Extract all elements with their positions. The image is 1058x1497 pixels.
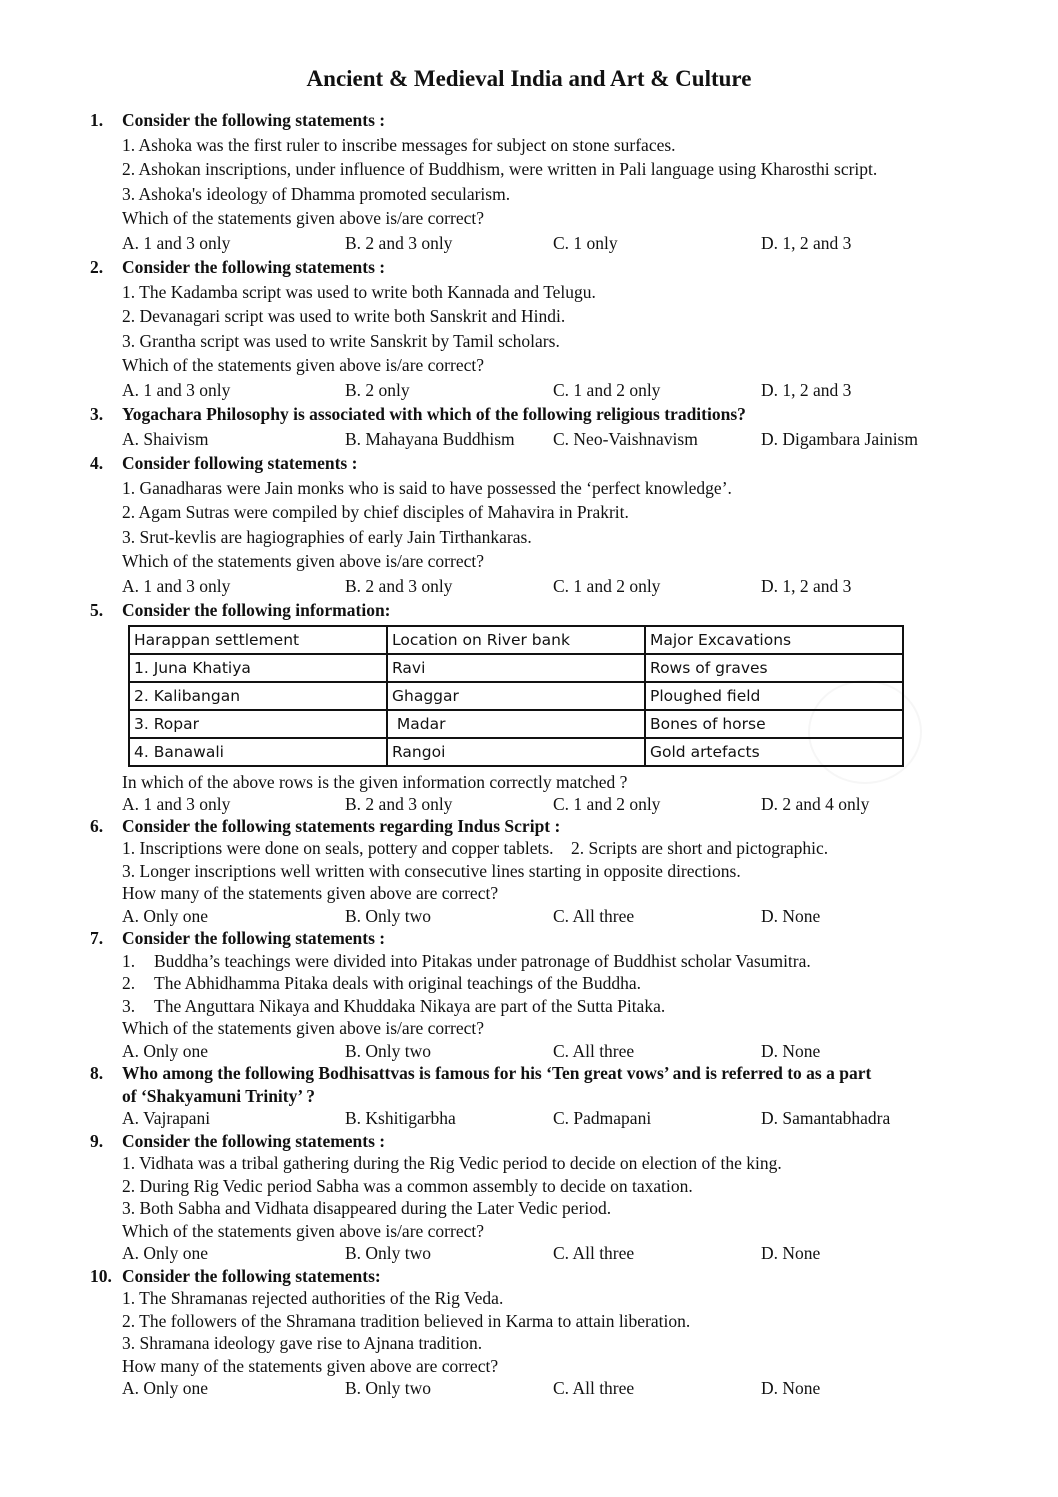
- table-header-row: [129, 626, 903, 654]
- option-a: A. Only one: [122, 1040, 209, 1061]
- question-5: [0, 598, 982, 815]
- table-header-cell: Major Excavations: [645, 626, 903, 654]
- option-c: C. 1 and 2 only: [553, 379, 661, 400]
- options-row: [122, 427, 982, 452]
- table-header-cell: Harappan settlement: [129, 626, 387, 654]
- statement: 1. Vidhata was a tribal gathering during the Rig Vedic period to decide on election of the king.: [122, 1153, 782, 1173]
- question-10: [0, 1265, 982, 1400]
- question-number: 1.: [90, 110, 104, 130]
- statement: 1. Ganadharas were Jain monks who is said to have possessed the ‘perfect knowledge’.: [122, 477, 732, 498]
- table-row: [129, 738, 903, 766]
- option-b: B. 2 only: [345, 379, 410, 400]
- statement: 3. Grantha script was used to write Sanskrit by Tamil scholars.: [122, 330, 560, 351]
- question-2: [0, 255, 982, 402]
- statement: 3. Shramana ideology gave rise to Ajnana tradition.: [122, 1333, 483, 1353]
- question-number: 8.: [90, 1063, 104, 1083]
- question-prompt: Which of the statements given above is/are correct?: [122, 1018, 484, 1038]
- option-c: C. All three: [553, 905, 635, 926]
- question-1: [0, 108, 982, 255]
- question-number: 7.: [90, 928, 104, 948]
- statement: 3. Longer inscriptions well written with consecutive lines starting in opposite directions.: [122, 860, 741, 881]
- option-d: D. 1, 2 and 3: [761, 575, 852, 596]
- option-a: A. 1 and 3 only: [122, 379, 231, 400]
- option-d: D. 1, 2 and 3: [761, 232, 852, 253]
- table-cell: Bones of horse: [645, 710, 903, 738]
- option-d: D. 2 and 4 only: [761, 793, 870, 814]
- option-b: B. Kshitigarbha: [345, 1108, 456, 1128]
- statement: 3. Both Sabha and Vidhata disappeared during the Later Vedic period.: [122, 1198, 612, 1218]
- options-row: [122, 1377, 982, 1400]
- statement: 2. Agam Sutras were compiled by chief disciples of Mahavira in Prakrit.: [122, 502, 629, 522]
- table-cell: Gold artefacts: [645, 738, 903, 766]
- option-a: A. Vajrapani: [122, 1108, 211, 1128]
- question-number: 3.: [90, 404, 104, 424]
- question-6: [0, 815, 982, 928]
- option-a: A. Only one: [122, 1243, 209, 1263]
- option-d: D. None: [761, 1040, 821, 1061]
- option-d: D. None: [761, 905, 821, 926]
- option-b: B. 2 and 3 only: [345, 793, 453, 814]
- statement: 3. Ashoka's ideology of Dhamma promoted secularism.: [122, 183, 511, 204]
- options-row: [122, 574, 982, 599]
- question-number: 6.: [90, 815, 104, 836]
- statement: 1. Ashoka was the first ruler to inscribe messages for subject on stone surfaces.: [122, 134, 676, 155]
- question-stem-continued: of ‘Shakyamuni Trinity’ ?: [122, 1085, 316, 1106]
- question-prompt: Which of the statements given above is/are correct?: [122, 355, 484, 375]
- question-number: 9.: [90, 1130, 104, 1151]
- option-c: C. 1 only: [553, 232, 618, 253]
- option-c: C. Padmapani: [553, 1108, 652, 1128]
- table-cell: Ghaggar: [387, 682, 645, 710]
- statement: 1. Inscriptions were done on seals, pottery and copper tablets. 2. Scripts are short and pictographic.: [122, 838, 829, 858]
- table-cell: Rows of graves: [645, 654, 903, 682]
- question-list: [0, 108, 1058, 1400]
- table-cell: 1. Juna Khatiya: [129, 654, 387, 682]
- statement: [122, 995, 982, 1018]
- statement-text: The Abhidhamma Pitaka deals with original teachings of the Buddha.: [154, 973, 641, 993]
- statement: [122, 950, 982, 973]
- table-row: [129, 710, 903, 738]
- question-3: [0, 402, 982, 451]
- option-b: B. Only two: [345, 905, 432, 926]
- table-cell: 3. Ropar: [129, 710, 387, 738]
- option-c: C. All three: [553, 1378, 635, 1398]
- statement-number: 3.: [122, 995, 136, 1016]
- question-prompt: Which of the statements given above is/are correct?: [122, 1220, 484, 1241]
- question-stem: Consider the following statements :: [122, 1130, 386, 1151]
- option-a: A. Only one: [122, 905, 209, 926]
- option-b: B. Only two: [345, 1243, 432, 1263]
- option-d: D. None: [761, 1378, 821, 1398]
- statement: 1. The Kadamba script was used to write both Kannada and Telugu.: [122, 281, 596, 302]
- statement-text: Buddha’s teachings were divided into Pitakas under patronage of Buddhist scholar Vasumitra.: [154, 950, 811, 971]
- statement: 2. Devanagari script was used to write both Sanskrit and Hindi.: [122, 306, 566, 326]
- option-c: C. 1 and 2 only: [553, 793, 661, 814]
- options-row: [122, 1040, 982, 1063]
- option-b: B. Only two: [345, 1040, 432, 1061]
- option-d: D. Digambara Jainism: [761, 428, 918, 449]
- statement: 2. Ashokan inscriptions, under influence of Buddhism, were written in Pali language using Kharosthi script.: [122, 159, 878, 179]
- table-cell: Madar: [387, 710, 645, 738]
- question-number: 10.: [90, 1265, 112, 1286]
- question-4: [0, 451, 982, 598]
- option-c: C. All three: [553, 1040, 635, 1061]
- table-cell: Ploughed field: [645, 682, 903, 710]
- question-stem: Consider the following statements :: [122, 110, 386, 130]
- question-9: [0, 1130, 982, 1265]
- question-prompt: How many of the statements given above are correct?: [122, 1355, 499, 1376]
- question-stem: Yogachara Philosophy is associated with which of the following religious traditions?: [122, 404, 746, 424]
- question-stem: Consider the following statements:: [122, 1265, 381, 1286]
- question-7: [0, 927, 982, 1062]
- question-number: 5.: [90, 600, 104, 620]
- table-row: [129, 654, 903, 682]
- option-c: C. All three: [553, 1243, 635, 1263]
- option-d: D. 1, 2 and 3: [761, 379, 852, 400]
- question-8: [0, 1062, 982, 1130]
- options-row: [122, 1242, 982, 1265]
- question-prompt: Which of the statements given above is/are correct?: [122, 208, 484, 228]
- question-stem: Consider the following statements regarding Indus Script :: [122, 815, 561, 836]
- question-prompt: How many of the statements given above are correct?: [122, 883, 499, 903]
- statement: 1. The Shramanas rejected authorities of the Rig Veda.: [122, 1288, 504, 1308]
- option-a: A. 1 and 3 only: [122, 575, 231, 596]
- table-row: [129, 682, 903, 710]
- table-cell: Rangoi: [387, 738, 645, 766]
- option-c: C. Neo-Vaishnavism: [553, 428, 698, 449]
- table-cell: 4. Banawali: [129, 738, 387, 766]
- statement-number: 1.: [122, 950, 136, 971]
- statement: 2. The followers of the Shramana tradition believed in Karma to attain liberation.: [122, 1310, 691, 1331]
- statement: 2. During Rig Vedic period Sabha was a common assembly to decide on taxation.: [122, 1175, 693, 1196]
- question-stem: Consider following statements :: [122, 453, 358, 473]
- options-row: [122, 231, 982, 256]
- option-a: A. 1 and 3 only: [122, 232, 231, 253]
- table-cell: Ravi: [387, 654, 645, 682]
- options-row: [122, 378, 982, 403]
- option-b: B. 2 and 3 only: [345, 232, 453, 253]
- question-stem: Who among the following Bodhisattvas is famous for his ‘Ten great vows’ and is referred to as a part: [122, 1063, 872, 1083]
- statement-number: 2.: [122, 973, 136, 993]
- question-prompt: In which of the above rows is the given information correctly matched ?: [122, 771, 628, 792]
- statement: 3. Srut-kevlis are hagiographies of early Jain Tirthankaras.: [122, 526, 532, 547]
- harappan-table: [128, 625, 904, 767]
- question-prompt: Which of the statements given above is/are correct?: [122, 551, 484, 571]
- table-header-cell: Location on River bank: [387, 626, 645, 654]
- question-stem: Consider the following information:: [122, 600, 391, 620]
- question-number: 4.: [90, 453, 104, 473]
- option-b: B. Only two: [345, 1378, 432, 1398]
- table-cell: 2. Kalibangan: [129, 682, 387, 710]
- option-b: B. Mahayana Buddhism: [345, 428, 515, 449]
- option-d: D. Samantabhadra: [761, 1108, 891, 1128]
- option-a: A. Only one: [122, 1378, 209, 1398]
- option-b: B. 2 and 3 only: [345, 575, 453, 596]
- question-number: 2.: [90, 257, 104, 277]
- option-a: A. Shaivism: [122, 428, 209, 449]
- question-stem: Consider the following statements :: [122, 257, 386, 277]
- option-c: C. 1 and 2 only: [553, 575, 661, 596]
- statement: [122, 972, 982, 995]
- options-row: [122, 793, 982, 815]
- option-a: A. 1 and 3 only: [122, 793, 231, 814]
- page-title: Ancient & Medieval India and Art & Culture: [306, 66, 752, 91]
- option-d: D. None: [761, 1243, 821, 1263]
- options-row: [122, 905, 982, 928]
- options-row: [122, 1107, 982, 1130]
- question-stem: Consider the following statements :: [122, 928, 386, 948]
- statement-text: The Anguttara Nikaya and Khuddaka Nikaya are part of the Sutta Pitaka.: [154, 995, 666, 1016]
